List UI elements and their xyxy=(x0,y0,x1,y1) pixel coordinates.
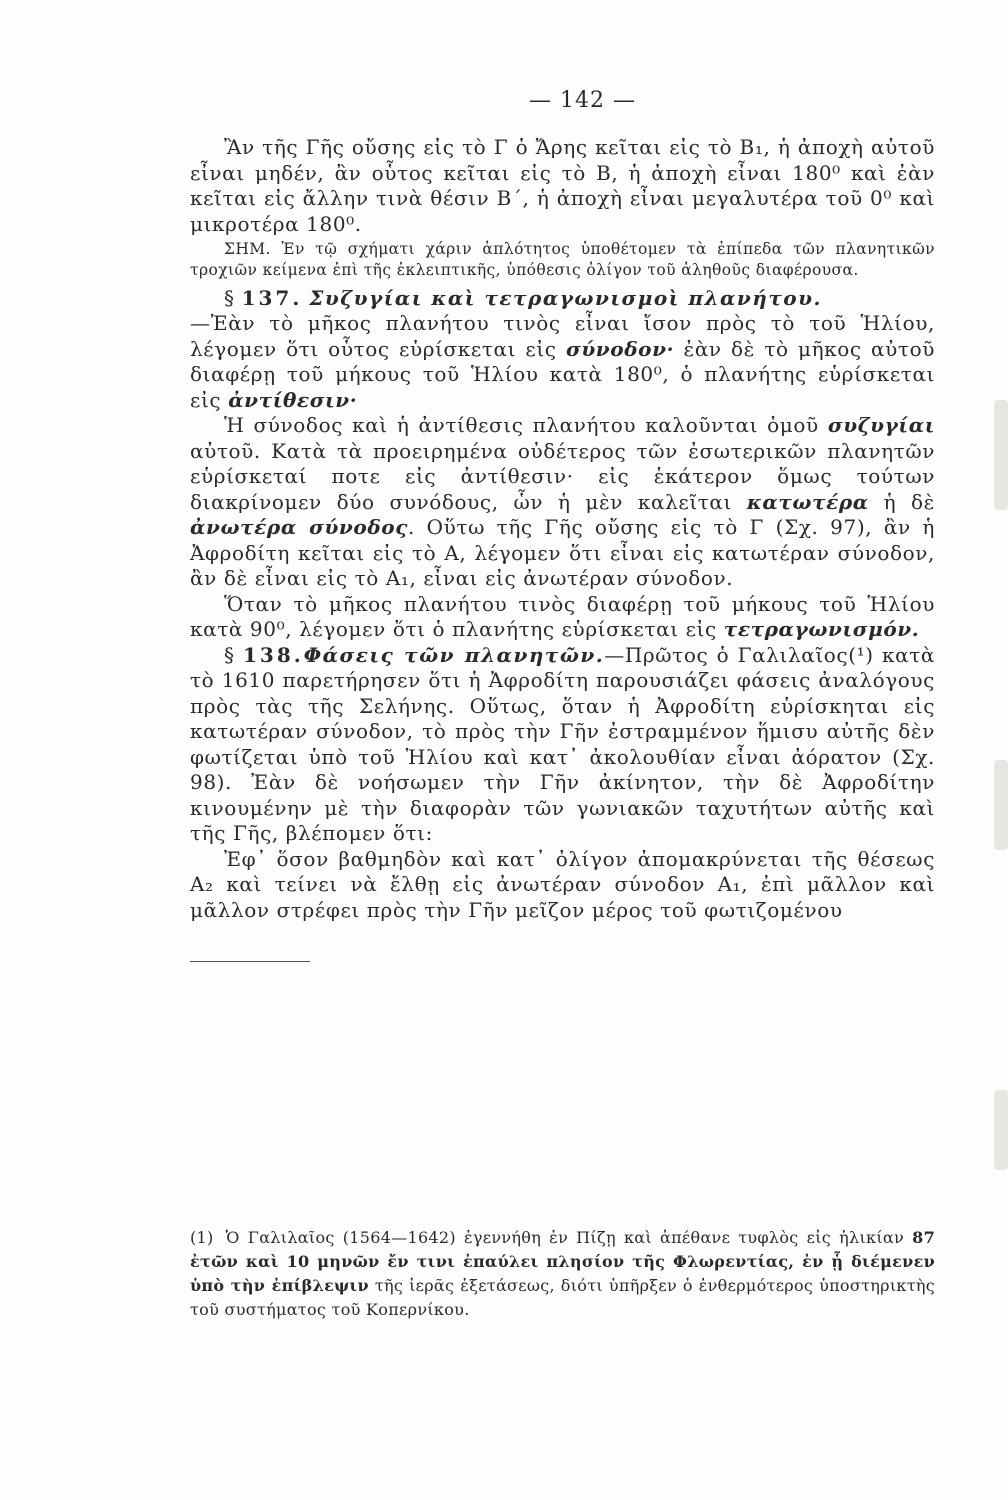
paragraph-syzygies xyxy=(190,413,935,592)
text-run: ἐὰν δὲ τὸ μῆκος αὐτοῦ διαφέρῃ τοῦ μήκους τοῦ Ἡλίου κατὰ 180⁰, ὁ πλανήτης εὑρίσκεται εἰς xyxy=(190,336,935,412)
page-body xyxy=(190,88,935,962)
footnote-divider xyxy=(190,961,310,962)
paragraph-mars-elongation: Ἂν τῆς Γῆς οὔσης εἰς τὸ Γ ὁ Ἄρης κεῖται εἰς τὸ Β₁, ἡ ἀποχὴ αὐτοῦ εἶναι μηδέν, ἂν οὗτος κεῖται εἰς τὸ Β, ἡ ἀποχὴ εἶναι 180⁰ καὶ ἐὰν κεῖται εἰς ἄλλην τινὰ θέσιν Β΄, ἡ ἀποχὴ εἶναι μεγαλυτέρα τοῦ 0⁰ καὶ μικροτέρα 180⁰. xyxy=(190,135,935,236)
term-superior-conjunction: ἀνωτέρα σύνοδος xyxy=(190,515,409,539)
page-number: — 142 — xyxy=(529,88,636,113)
page-edge-mark xyxy=(994,1090,1008,1170)
page-edge-mark xyxy=(994,400,1008,510)
remark-note: ΣΗΜ. Ἐν τῷ σχήματι χάριν ἁπλότητος ὑποθέτομεν τὰ ἐπίπεδα τῶν πλανητικῶν τροχιῶν κείμενα ἐπὶ τῆς ἐκλειπτικῆς, ὑπόθεσις ὀλίγον τοῦ ἀληθοῦς διαφέρουσα. xyxy=(190,240,935,279)
section-137-heading xyxy=(190,285,935,311)
footnote-text-bold: 87 ἐτῶν καὶ 10 μηνῶν ἔν τινι ἐπαύλει πλησίον τῆς Φλωρεντίας, ἐν ᾗ διέμενεν ὑπὸ τὴν ἐπίβλεψιν xyxy=(190,1228,936,1295)
footnote xyxy=(190,1226,935,1322)
term-opposition: ἀντίθεσιν· xyxy=(228,387,358,412)
footnote-text: τῆς ἱερᾶς ἐξετάσεως, διότι ὑπῆρξεν ὁ ἐνθερμότερος ὑποστηρικτὴς τοῦ συστήματος τοῦ Κοπερνίκου. xyxy=(190,1276,936,1319)
footnote-marker: (1) xyxy=(190,1228,214,1247)
section-number: 138. xyxy=(243,642,304,667)
section-title: Συζυγίαι καὶ τετραγωνισμοὶ πλανήτου. xyxy=(309,286,822,310)
section-sign: § xyxy=(224,642,235,667)
section-title: Φάσεις τῶν πλανητῶν. xyxy=(303,642,605,667)
paragraph-phases xyxy=(190,643,935,847)
text-run: Ὅταν τὸ μῆκος πλανήτου τινὸς διαφέρῃ τοῦ μήκους τοῦ Ἡλίου κατὰ 90⁰, λέγομεν ὅτι ὁ πλανήτης εὑρίσκεται εἰς xyxy=(190,591,935,641)
text-run: αὐτοῦ. Κατὰ τὰ προειρημένα οὐδέτερος τῶν ἐσωτερικῶν πλανητῶν εὑρίσκεταί ποτε εἰς ἀντίθεσιν· εἰς ἑκάτερον ὅμως τούτων διακρίνομεν δύο συνόδους, ὧν ἡ μὲν καλεῖται xyxy=(190,438,935,514)
paragraph-quadrature xyxy=(190,592,935,643)
section-sign: § xyxy=(224,286,235,310)
text-run: —Ἐὰν τὸ μῆκος πλανήτου τινὸς εἶναι ἴσον πρὸς τὸ τοῦ Ἡλίου, λέγομεν ὅτι οὗτος εὑρίσκεται εἰς xyxy=(190,311,935,361)
text-run: . Οὕτω τῆς Γῆς οὔσης εἰς τὸ Γ (Σχ. 97), ἂν ἡ Ἀφροδίτη κεῖται εἰς τὸ Α, λέγομεν ὅτι εἶναι εἰς κατωτέραν σύνοδον, ἂν δὲ εἶναι εἰς τὸ Α₁, εἶναι εἰς ἀνωτέραν σύνοδον. xyxy=(190,515,936,590)
paragraph-conjunction xyxy=(190,311,935,413)
text-run: Ἡ σύνοδος καὶ ἡ ἀντίθεσις πλανήτου καλοῦνται ὁμοῦ xyxy=(224,413,819,437)
footnote-text: Ὁ Γαλιλαῖος (1564—1642) ἐγεννήθη ἐν Πίζῃ καὶ ἀπέθανε τυφλὸς εἰς ἡλικίαν xyxy=(225,1228,905,1247)
term-syzygies: συζυγίαι xyxy=(827,413,935,437)
section-number: 137. xyxy=(241,286,303,310)
paragraph-venus-phases: Ἐφ᾿ ὅσον βαθμηδὸν καὶ κατ᾿ ὀλίγον ἀπομακρύνεται τῆς θέσεως Α₂ καὶ τείνει νὰ ἔλθῃ εἰς ἀνωτέραν σύνοδον Α₁, ἐπὶ μᾶλλον καὶ μᾶλλον στρέφει πρὸς τὴν Γῆν μεῖζον μέρος τοῦ φωτιζομένου xyxy=(190,846,935,922)
page-edge-mark xyxy=(994,760,1008,850)
text-run: ἡ δὲ xyxy=(883,489,935,514)
term-inferior: κατωτέρα xyxy=(746,489,869,514)
text-run: —Πρῶτος ὁ Γαλιλαῖος(¹) κατὰ τὸ 1610 παρετήρησεν ὅτι ἡ Ἀφροδίτη παρουσιάζει φάσεις ἀναλόγους πρὸς τὰς τῆς Σελήνης. Οὕτως, ὅταν ἡ Ἀφροδίτη εὑρίσκηται εἰς κατωτέραν σύνοδον, τὸ πρὸς τὴν Γῆν ἐστραμμένον ἥμισυ αὐτῆς δὲν φωτίζεται ὑπὸ τοῦ Ἡλίου καὶ κατ᾿ ἀκολουθίαν εἶναι ἀόρατον (Σχ. 98). Ἐὰν δὲ νοήσωμεν τὴν Γῆν ἀκίνητον, τὴν δὲ Ἀφροδίτην κινουμένην μὲ τὴν διαφορὰν τῶν γωνιακῶν ταχυτήτων αὐτῆς καὶ τῆς Γῆς, βλέπομεν ὅτι: xyxy=(190,642,936,845)
term-quadrature: τετραγωνισμόν. xyxy=(723,617,920,641)
term-conjunction: σύνοδον· xyxy=(565,336,675,361)
